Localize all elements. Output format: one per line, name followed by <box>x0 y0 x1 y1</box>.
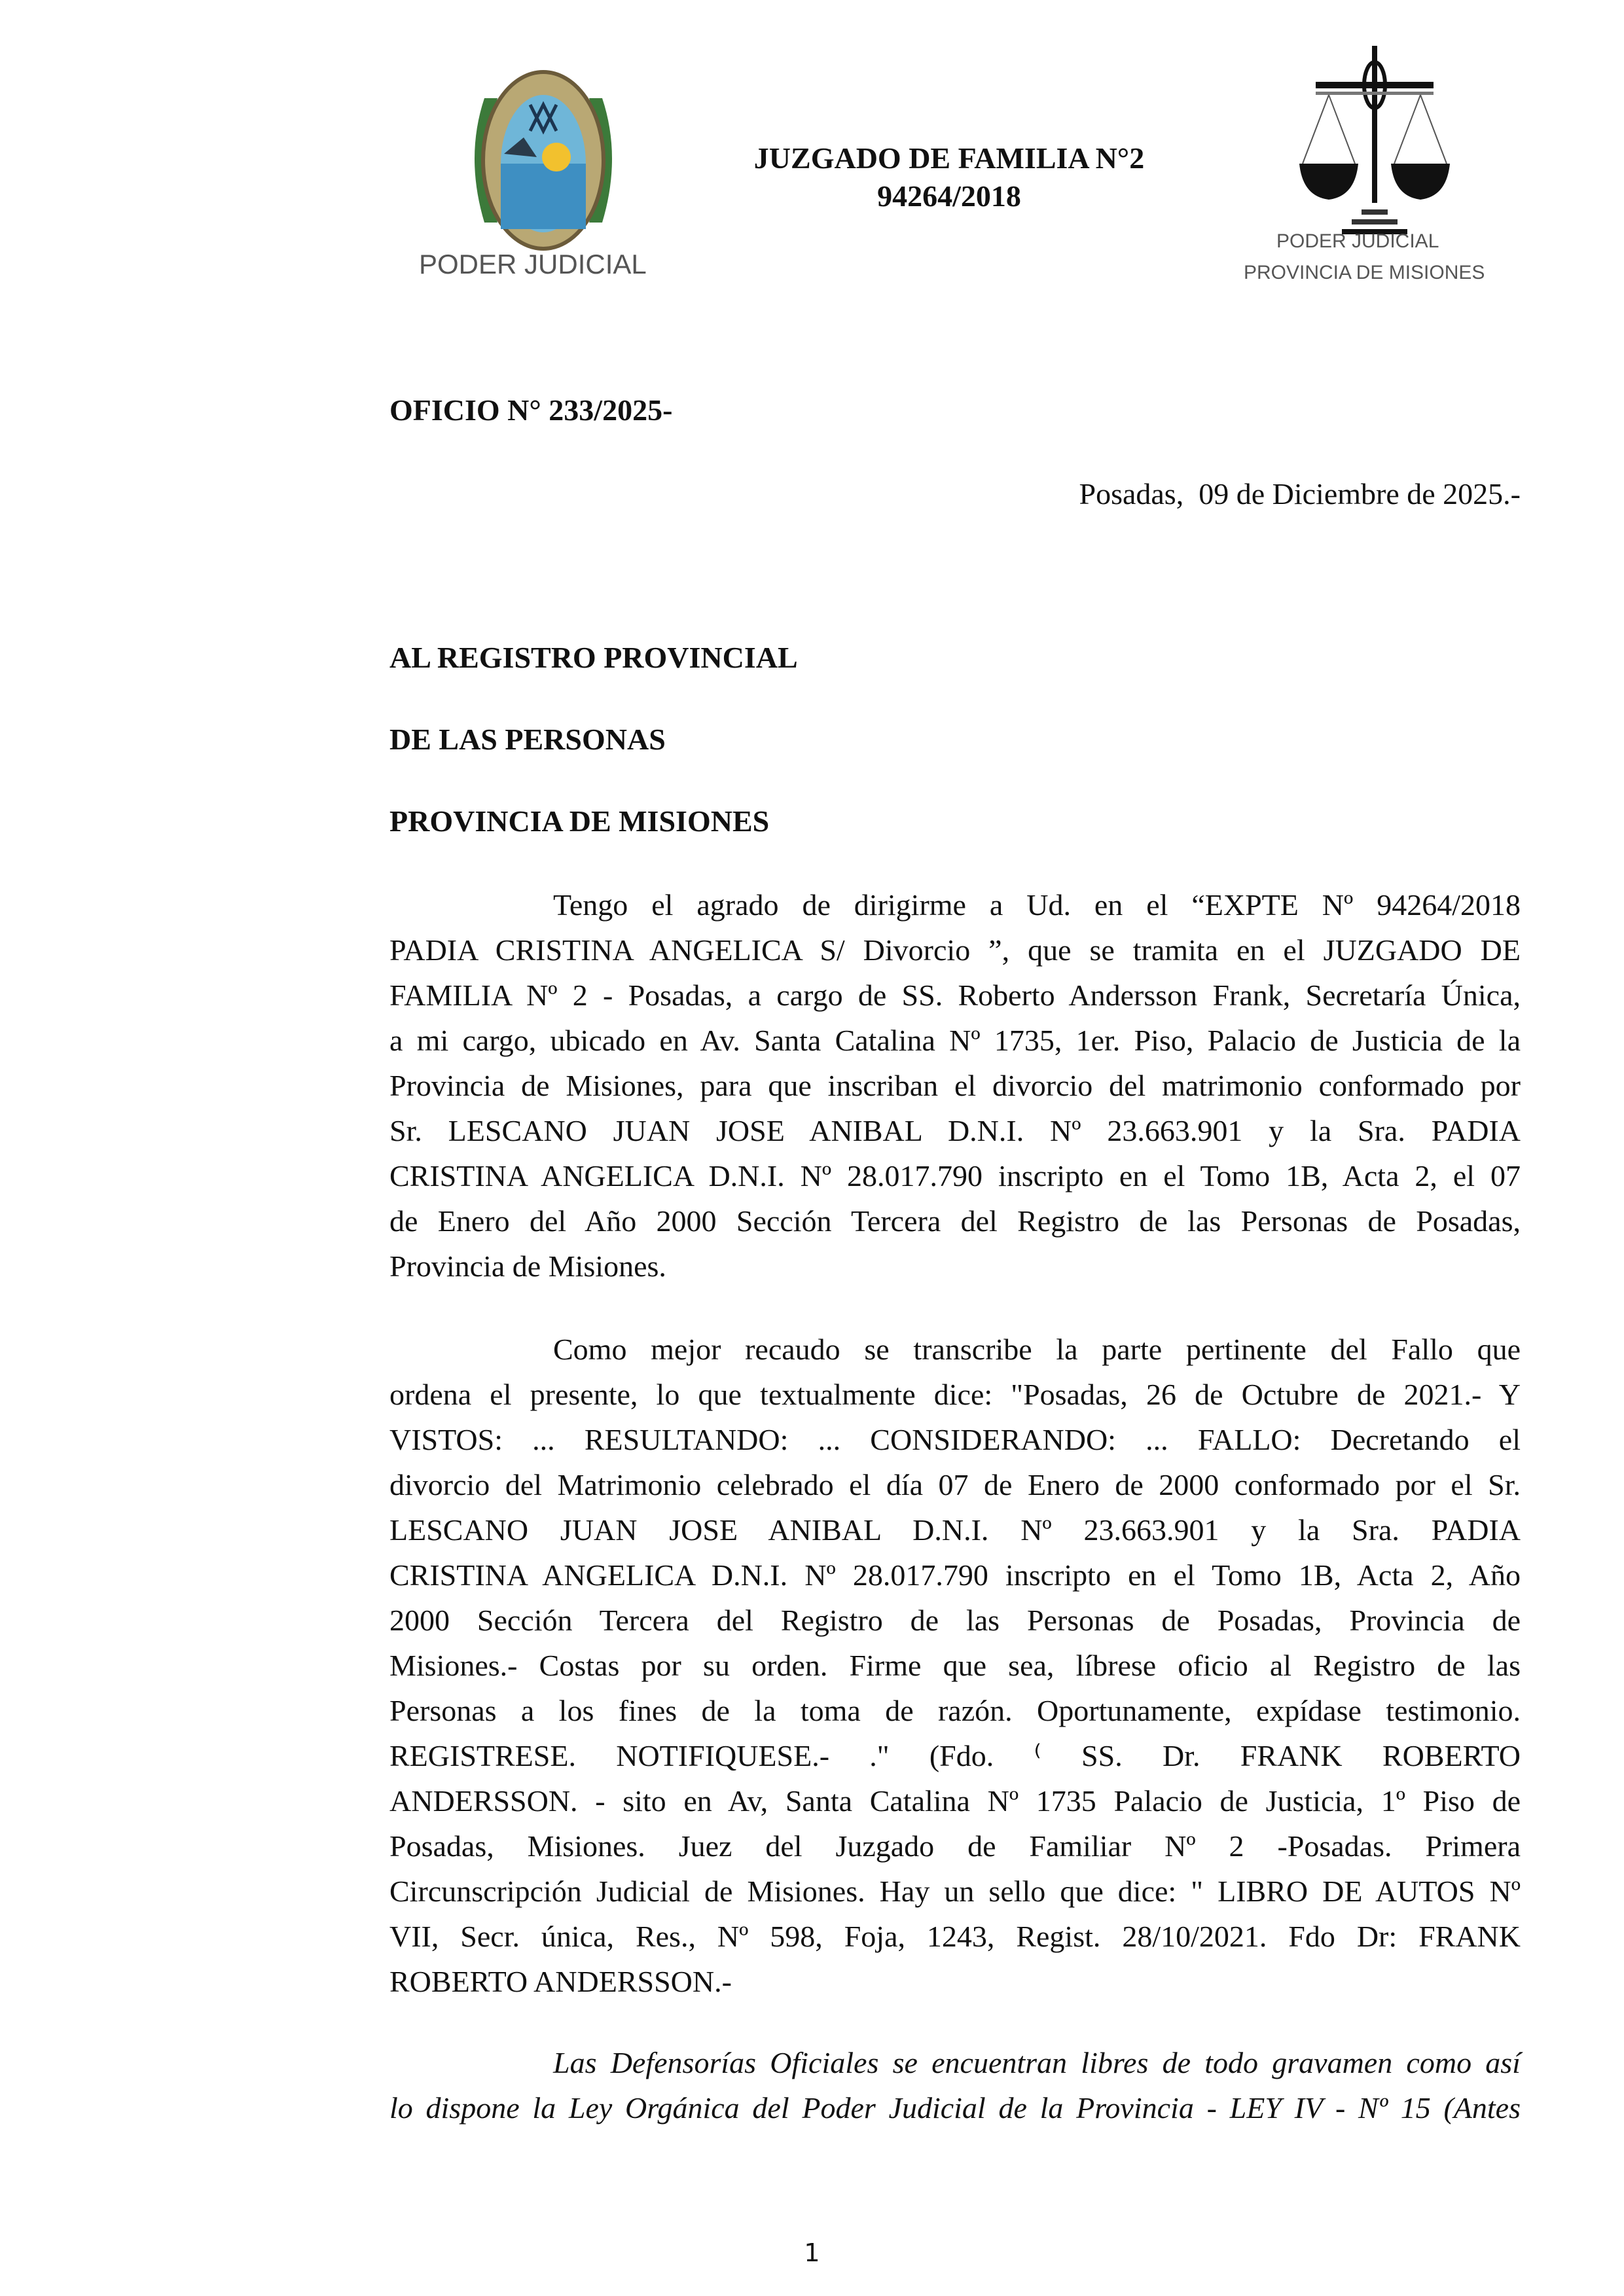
text-line: Tengo el agrado de dirigirme a Ud. en el “EXPTE Nº 94264/2018 <box>553 888 1521 922</box>
text-line: ANDERSSON. - sito en Av, Santa Catalina Nº 1735 Palacio de Justicia, 1º Piso de <box>389 1784 1521 1818</box>
text-line: Sr. LESCANO JUAN JOSE ANIBAL D.N.I. Nº 23.663.901 y la Sra. PADIA <box>389 1114 1521 1147</box>
provincia-misiones-seal-logo <box>419 59 647 295</box>
text-line: Misiones.- Costas por su orden. Firme que sea, líbrese oficio al Registro de las <box>389 1649 1521 1682</box>
text-line: 2000 Sección Tercera del Registro de las Personas de Posadas, Provincia de <box>389 1604 1521 1637</box>
text-line: Provincia de Misiones. <box>389 1249 666 1283</box>
recipient-line-2: DE LAS PERSONAS <box>389 723 666 756</box>
right-logo-line1: PODER JUDICIAL <box>1276 230 1439 252</box>
recipient-line-1: AL REGISTRO PROVINCIAL <box>389 641 798 674</box>
text-line: Posadas, Misiones. Juez del Juzgado de Familiar Nº 2 -Posadas. Primera <box>389 1829 1521 1863</box>
scales-of-justice-logo <box>1244 46 1486 295</box>
text-line: lo dispone la Ley Orgánica del Poder Judicial de la Provincia - LEY IV - Nº 15 (Antes <box>389 2091 1521 2125</box>
text-line: Circunscripción Judicial de Misiones. Hay un sello que dice: " LIBRO DE AUTOS Nº <box>389 1874 1521 1908</box>
recipient-line-3: PROVINCIA DE MISIONES <box>389 804 770 838</box>
page-number: 1 <box>804 2238 820 2267</box>
paragraph-request <box>389 882 1521 1289</box>
text-line: Personas a los fines de la toma de razón. Oportunamente, expídase testimonio. <box>389 1694 1521 1727</box>
text-line: VII, Secr. única, Res., Nº 598, Foja, 1243, Regist. 28/10/2021. Fdo Dr: FRANK <box>389 1920 1521 1953</box>
text-line: de Enero del Año 2000 Sección Tercera del Registro de las Personas de Posadas, <box>389 1204 1521 1238</box>
oficio-number: OFICIO N° 233/2025- <box>389 393 673 427</box>
date-line: Posadas, 09 de Diciembre de 2025.- <box>1079 477 1521 511</box>
right-logo-line2: PROVINCIA DE MISIONES <box>1244 262 1485 283</box>
paragraph-fee-exemption <box>389 2040 1521 2130</box>
text-line: CRISTINA ANGELICA D.N.I. Nº 28.017.790 inscripto en el Tomo 1B, Acta 2, Año <box>389 1558 1521 1592</box>
text-line: Como mejor recaudo se transcribe la parte pertinente del Fallo que <box>553 1333 1521 1366</box>
text-line: ROBERTO ANDERSSON.- <box>389 1965 732 1998</box>
text-line: LESCANO JUAN JOSE ANIBAL D.N.I. Nº 23.663.901 y la Sra. PADIA <box>389 1513 1521 1547</box>
text-line: Las Defensorías Oficiales se encuentran libres de todo gravamen como así <box>553 2046 1521 2079</box>
text-line: FAMILIA Nº 2 - Posadas, a cargo de SS. Roberto Andersson Frank, Secretaría Única, <box>389 978 1521 1012</box>
text-line: a mi cargo, ubicado en Av. Santa Catalina Nº 1735, 1er. Piso, Palacio de Justicia de la <box>389 1024 1521 1057</box>
text-line: divorcio del Matrimonio celebrado el día 07 de Enero de 2000 conformado por el Sr. <box>389 1468 1521 1501</box>
case-number: 94264/2018 <box>877 179 1021 213</box>
text-line: PADIA CRISTINA ANGELICA S/ Divorcio ”, que se tramita en el JUZGADO DE <box>389 933 1521 967</box>
text-line: Provincia de Misiones, para que inscriban el divorcio del matrimonio conformado por <box>389 1069 1521 1102</box>
text-line: ordena el presente, lo que textualmente dice: "Posadas, 26 de Octubre de 2021.- Y <box>389 1378 1521 1411</box>
text-line: REGISTRESE. NOTIFIQUESE.- ." (Fdo. ⁽ SS. Dr. FRANK ROBERTO <box>389 1739 1521 1772</box>
text-line: VISTOS: ... RESULTANDO: ... CONSIDERANDO: ... FALLO: Decretando el <box>389 1423 1521 1456</box>
paragraph-ruling-transcript <box>389 1327 1521 2004</box>
left-logo-text: PODER JUDICIAL <box>419 249 647 279</box>
text-line: CRISTINA ANGELICA D.N.I. Nº 28.017.790 inscripto en el Tomo 1B, Acta 2, el 07 <box>389 1159 1521 1193</box>
court-title: JUZGADO DE FAMILIA N°2 <box>753 141 1145 175</box>
